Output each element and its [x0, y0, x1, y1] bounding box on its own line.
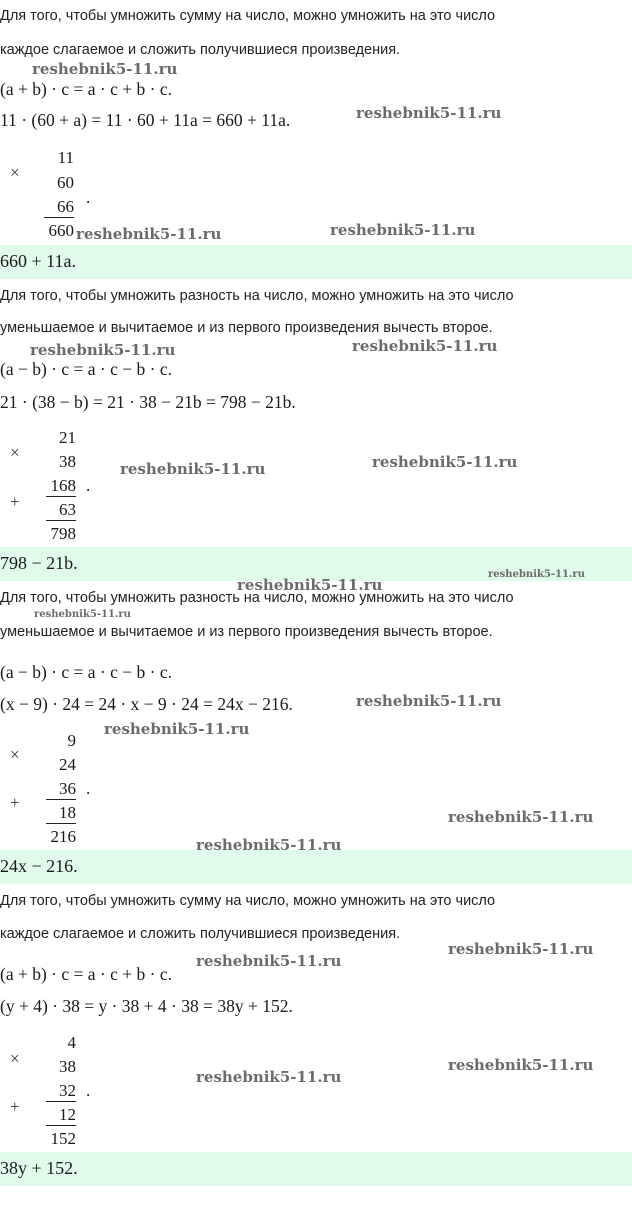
product-result: 798: [50, 524, 76, 543]
answer-box: [0, 1152, 632, 1186]
watermark: reshebnik5-11.ru: [104, 720, 250, 738]
answer-text: 660 + 11a.: [0, 251, 76, 271]
rule-line-1: Для того, чтобы умножить разность на число, можно умножить на это число: [0, 288, 514, 304]
watermark: reshebnik5-11.ru: [372, 453, 518, 471]
equation: (y + 4) · 38 = y · 38 + 4 · 38 = 38y + 152.: [0, 996, 293, 1016]
period: .: [86, 1081, 91, 1100]
watermark: reshebnik5-11.ru: [76, 225, 222, 243]
watermark: reshebnik5-11.ru: [237, 576, 383, 594]
watermark: reshebnik5-11.ru: [196, 836, 342, 854]
operand-2: 38: [59, 1057, 76, 1076]
watermark: reshebnik5-11.ru: [30, 341, 176, 359]
plus-sign: +: [10, 492, 20, 511]
multiply-sign: ×: [10, 443, 20, 462]
watermark: reshebnik5-11.ru: [120, 460, 266, 478]
rule-line-2: каждое слагаемое и сложить получившиеся произведения.: [0, 42, 401, 58]
partial-product: 66: [44, 197, 74, 218]
product-result: 660: [48, 221, 74, 240]
answer-text: 24x − 216.: [0, 856, 78, 876]
equation: (x − 9) · 24 = 24 · x − 9 · 24 = 24x − 216.: [0, 694, 293, 714]
rule-line-1: Для того, чтобы умножить сумму на число, можно умножить на это число: [0, 8, 496, 24]
product-result: 152: [50, 1129, 76, 1148]
watermark: reshebnik5-11.ru: [34, 609, 131, 620]
watermark: reshebnik5-11.ru: [32, 60, 178, 78]
operand-2: 24: [59, 755, 76, 774]
rule-line-2: уменьшаемое и вычитаемое и из первого произведения вычесть второе.: [0, 320, 493, 336]
watermark: reshebnik5-11.ru: [330, 221, 476, 239]
rule-line-1: Для того, чтобы умножить сумму на число, можно умножить на это число: [0, 893, 496, 909]
multiply-sign: ×: [10, 1049, 20, 1068]
operand-1: 4: [67, 1033, 76, 1052]
operand-1: 11: [57, 148, 74, 167]
operand-1: 9: [67, 731, 76, 750]
rule-line-1: Для того, чтобы умножить разность на число, можно умножить на это число: [0, 590, 514, 606]
watermark: reshebnik5-11.ru: [352, 337, 498, 355]
operand-2: 60: [57, 173, 74, 192]
answer-box: [0, 850, 632, 884]
multiply-sign: ×: [10, 745, 20, 764]
partial-product-2: 18: [46, 803, 76, 824]
operand-2: 38: [59, 452, 76, 471]
formula: (a − b) · c = a · c − b · c.: [0, 359, 172, 379]
partial-product-1: 32: [46, 1081, 76, 1102]
watermark: reshebnik5-11.ru: [488, 569, 585, 580]
rule-line-2: каждое слагаемое и сложить получившиеся произведения.: [0, 926, 401, 942]
watermark: reshebnik5-11.ru: [356, 104, 502, 122]
formula: (a − b) · c = a · c − b · c.: [0, 662, 172, 682]
watermark: reshebnik5-11.ru: [448, 1056, 594, 1074]
partial-product-1: 36: [46, 779, 76, 800]
plus-sign: +: [10, 1097, 20, 1116]
watermark: reshebnik5-11.ru: [196, 952, 342, 970]
watermark: reshebnik5-11.ru: [196, 1068, 342, 1086]
partial-product-1: 168: [46, 476, 76, 497]
period: .: [86, 779, 91, 798]
formula: (a + b) · c = a · c + b · c.: [0, 79, 172, 99]
period: .: [86, 476, 91, 495]
watermark: reshebnik5-11.ru: [448, 808, 594, 826]
equation: 11 · (60 + a) = 11 · 60 + 11a = 660 + 11a.: [0, 110, 291, 130]
watermark: reshebnik5-11.ru: [448, 940, 594, 958]
formula: (a + b) · c = a · c + b · c.: [0, 964, 172, 984]
partial-product-2: 12: [46, 1105, 76, 1126]
rule-line-2: уменьшаемое и вычитаемое и из первого произведения вычесть второе.: [0, 624, 493, 640]
plus-sign: +: [10, 793, 20, 812]
answer-box: [0, 245, 632, 279]
operand-1: 21: [59, 428, 76, 447]
period: .: [86, 188, 91, 207]
equation: 21 · (38 − b) = 21 · 38 − 21b = 798 − 21b.: [0, 392, 296, 412]
answer-text: 798 − 21b.: [0, 553, 78, 573]
multiply-sign: ×: [10, 163, 20, 182]
answer-text: 38y + 152.: [0, 1158, 78, 1178]
partial-product-2: 63: [46, 500, 76, 521]
product-result: 216: [50, 827, 76, 846]
watermark: reshebnik5-11.ru: [356, 692, 502, 710]
